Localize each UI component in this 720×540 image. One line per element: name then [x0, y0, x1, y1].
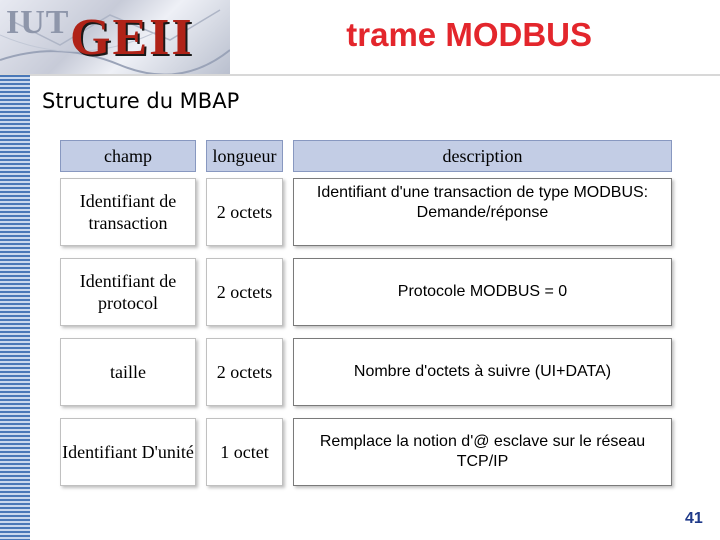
- table-cell-champ: taille: [60, 338, 196, 406]
- table-cell-longueur: 2 octets: [206, 178, 283, 246]
- iut-geii-logo: [0, 0, 230, 75]
- logo-geii-text: GEII: [70, 9, 194, 66]
- table-cell-description: Nombre d'octets à suivre (UI+DATA): [293, 338, 672, 406]
- table-header-champ: champ: [60, 140, 196, 172]
- table-cell-longueur: 2 octets: [206, 338, 283, 406]
- table-cell-champ: Identifiant de transaction: [60, 178, 196, 246]
- logo-iut-text: IUT: [6, 4, 70, 41]
- slide-title: trame MODBUS: [346, 16, 592, 53]
- table-cell-champ: Identifiant de protocol: [60, 258, 196, 326]
- table-header-longueur: longueur: [206, 140, 283, 172]
- table-cell-champ: Identifiant D'unité: [60, 418, 196, 486]
- table-header-description: description: [293, 140, 672, 172]
- page-number: 41: [685, 510, 703, 527]
- side-stripe-decoration: [0, 75, 30, 540]
- banner-divider: [0, 74, 720, 76]
- table-cell-longueur: 1 octet: [206, 418, 283, 486]
- table-cell-longueur: 2 octets: [206, 258, 283, 326]
- section-subtitle: Structure du MBAP: [42, 89, 240, 113]
- table-cell-description: Identifiant d'une transaction de type MODBUS: Demande/réponse: [293, 178, 672, 246]
- table-cell-description: Protocole MODBUS = 0: [293, 258, 672, 326]
- table-cell-description: Remplace la notion d'@ esclave sur le réseau TCP/IP: [293, 418, 672, 486]
